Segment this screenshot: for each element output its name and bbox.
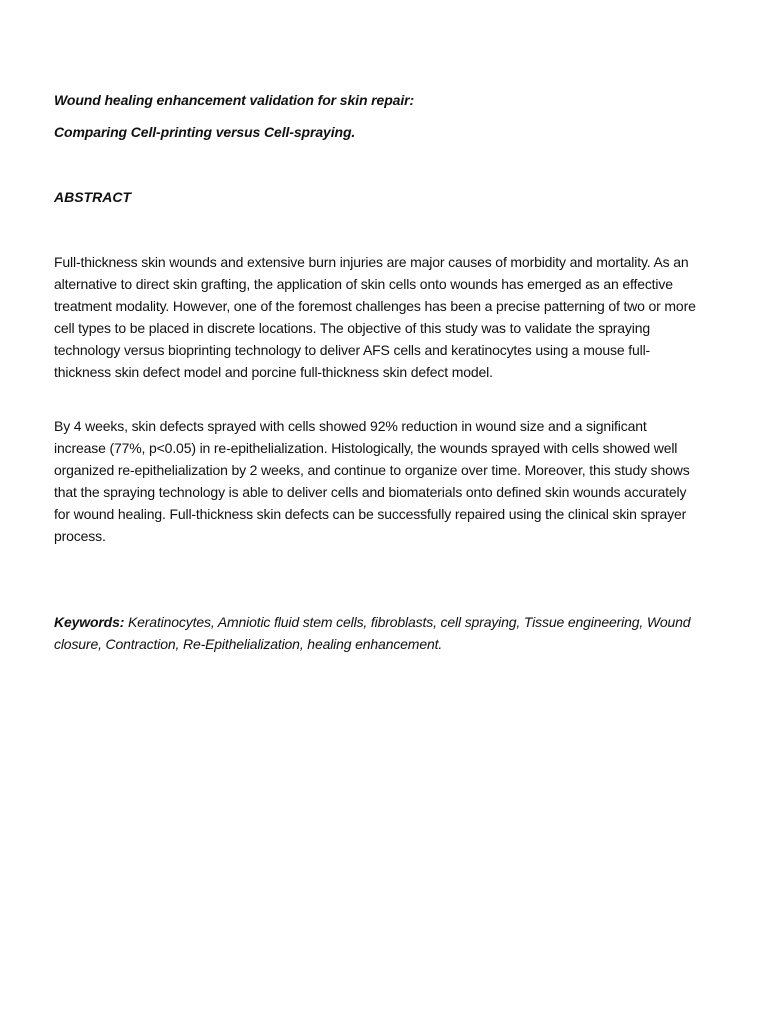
keywords-block bbox=[54, 611, 700, 655]
paper-title-line-2: Comparing Cell-printing versus Cell-spraying. bbox=[54, 124, 356, 140]
abstract-paragraph-1: Full-thickness skin wounds and extensive burn injuries are major causes of morbidity and mortality. As an alternative to direct skin grafting, the application of skin cells onto wounds has emerged as an effective treatment modality. However, one of the foremost challenges has been a precise patterning of two or more cell types to be placed in discrete locations. The objective of this study was to validate the spraying technology versus bioprinting technology to deliver AFS cells and keratinocytes using a mouse full-thickness skin defect model and porcine full-thickness skin defect model. bbox=[54, 254, 696, 380]
keywords-list: Keratinocytes, Amniotic fluid stem cells, fibroblasts, cell spraying, Tissue engineering, Wound closure, Contraction, Re-Epithelialization, healing enhancement. bbox=[54, 614, 691, 652]
abstract-heading: ABSTRACT bbox=[54, 189, 131, 205]
keywords-label: Keywords: bbox=[54, 614, 128, 630]
abstract-paragraph-2: By 4 weeks, skin defects sprayed with cells showed 92% reduction in wound size and a significant increase (77%, p<0.05) in re-epithelialization. Histologically, the wounds sprayed with cells showed well organized re-epithelialization by 2 weeks, and continue to organize over time. Moreover, this study shows that the spraying technology is able to deliver cells and biomaterials onto defined skin wounds accurately for wound healing. Full-thickness skin defects can be successfully repaired using the clinical skin sprayer process. bbox=[54, 418, 690, 544]
paper-title-line-1: Wound healing enhancement validation for skin repair: bbox=[54, 92, 415, 108]
